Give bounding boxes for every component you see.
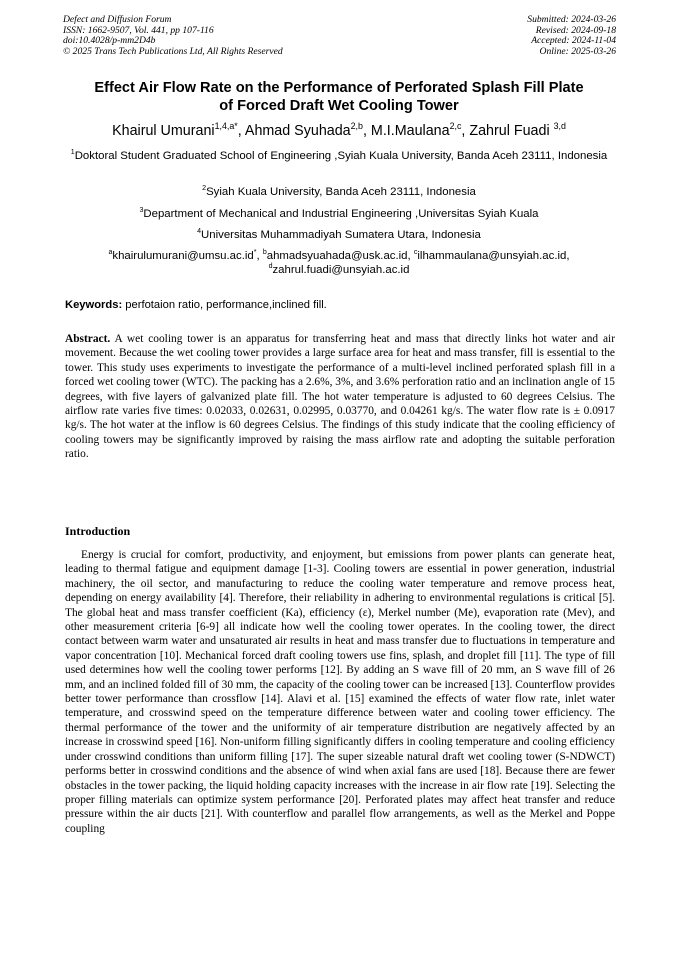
author-sup: 2,c: [449, 121, 462, 132]
affiliation-4: [50, 228, 628, 242]
submitted-date: Submitted: 2024-03-26: [527, 14, 616, 25]
email-link[interactable]: khairulumurani@umsu.ac.id: [112, 250, 254, 262]
affiliation-text: Department of Mechanical and Industrial Engineering ,Universitas Syiah Kuala: [143, 208, 539, 220]
affiliation-text: Universitas Muhammadiyah Sumatera Utara, Indonesia: [201, 229, 481, 241]
email-link[interactable]: zahrul.fuadi@unsyiah.ac.id: [272, 264, 410, 277]
author-emails: $^a$khairulumurani@umsu.ac.id*, $^b$ahmadsyuahada@usk.ac.id, $^c$ilhammaulana@unsyiah.ac.id, $^d$zahrul.fuadi@unsyiah.ac.id: [108, 249, 570, 277]
issn-volume: ISSN: 1662-9507, Vol. 441, pp 107-116: [63, 24, 214, 36]
keywords: [65, 298, 615, 312]
email-sup: a: [108, 249, 113, 257]
abstract: [65, 332, 615, 462]
journal-name: Defect and Diffusion Forum: [63, 14, 172, 25]
affiliation-sup: 2: [202, 185, 207, 193]
email-link[interactable]: ahmadsyuahada@usk.ac.id: [266, 250, 408, 262]
paper-title: [40, 80, 638, 115]
affiliation-sup: 3: [139, 207, 144, 215]
abstract-label: Abstract.: [65, 333, 111, 345]
author-separator: ,: [461, 123, 470, 139]
affiliation-3: [50, 207, 628, 221]
revised-date: Revised: 2024-09-18: [535, 24, 616, 36]
author-separator: ,: [362, 123, 371, 139]
dates-info: [527, 15, 616, 57]
accepted-date: Accepted: 2024-11-04: [531, 35, 616, 47]
section-heading-introduction: Introduction: [65, 524, 131, 538]
corresponding-mark: *: [253, 249, 257, 257]
author-sup: 3,d: [553, 121, 566, 132]
author-name: M.I.Maulana: [370, 123, 450, 139]
author-list: [30, 122, 648, 140]
keywords-text: perfotaion ratio, performance,inclined fill.: [122, 299, 327, 311]
title-line-1: Effect Air Flow Rate on the Performance of Perforated Splash Fill Plate: [94, 80, 584, 96]
author-name: Khairul Umurani: [112, 123, 215, 139]
online-date: Online: 2025-03-26: [539, 45, 616, 57]
affiliation-text: Syiah Kuala University, Banda Aceh 23111, Indonesia: [206, 186, 476, 198]
author-name: Ahmad Syuhada: [244, 123, 351, 139]
affiliation-sup: 1: [70, 149, 75, 157]
keywords-label: Keywords:: [65, 299, 123, 311]
email-sup: b: [262, 249, 267, 257]
doi: doi:10.4028/p-mm2D4b: [63, 35, 156, 47]
email-link[interactable]: ilhammaulana@unsyiah.ac.id,: [417, 250, 570, 262]
email-sup: c: [413, 249, 418, 257]
affiliation-sup: 4: [197, 228, 202, 236]
journal-info: [63, 15, 283, 57]
affiliation-2: [50, 185, 628, 199]
affiliation-text: Doktoral Student Graduated School of Engineering ,Syiah Kuala University, Banda Aceh 23111, Indonesia: [74, 150, 608, 162]
affiliation-1: [50, 149, 628, 163]
email-sup: d: [268, 263, 273, 271]
title-line-2: of Forced Draft Wet Cooling Tower: [219, 97, 459, 114]
introduction-paragraph: Energy is crucial for comfort, productivity, and enjoyment, but emissions from power plants can generate heat, leading to thermal fatigue and equipment damage [1-3]. Cooling towers are essential in power generation, industrial machinery, the oil sector, and manufacturing to reduce the cooling water temperature and remove process heat, depending on energy availability [4]. Therefore, their reliability in adhering to environmental regulations is critical [5]. The global heat and mass transfer coefficient (Ka), efficiency (ε), Merkel number (Me), evaporation rate (Mev), and other measurement criteria [6-9] all indicate how well the cooling tower operates. In the cooling tower, the direct contact between warm water and unsaturated air results in heat and mass transfer due to fluctuations in temperature and vapor concentration [10]. Mechanical forced draft cooling towers use fins, splash, and droplet fill [11]. The type of fill used determines how well the cooling tower performs [12]. By adding an S wave fill of 20 mm, an S wave fill of 26 mm, and an inclined folded fill of 30 mm, the capacity of the cooling tower can be increased [13]. Counterflow provides better tower performance than crossflow [14]. Alavi et al. [15] examined the effects of water flow rate, inlet water temperature, and crosswind speed on the temperature difference between water and cooling tower efficiency. The thermal performance of the tower and the uniformity of air temperature distribution are negatively affected by an increase in crosswind speed [16]. Non-uniform filling significantly differs in cooling temperature and cooling efficiency under crosswind conditions than uniform filling [17]. The super sizeable natural draft wet cooling tower (S-NDWCT) performs better in crosswind conditions and the absence of wind when axial fans are used [18]. Because there are fewer obstacles in the tower packing, the liquid holding capacity increases with the increase in air flow rate [19]. Selecting the proper filling materials can optimize system performance [20]. Perforated plates may affect heat transfer and reduce pressure within the air ducts [21]. With counterflow and parallel flow arrangements, as well as the Merkel and Poppe coupling: [65, 549, 615, 835]
author-separator: ,: [237, 123, 245, 139]
author-sup: 2,b: [350, 121, 363, 132]
abstract-text: A wet cooling tower is an apparatus for transferring heat and mass that directly links hot water and air movement. Because the wet cooling tower provides a large surface area for heat and mass transfer, fill is essential to the tower. This study uses experiments to investigate the performance of a multi-level inclined perforated splash fill in a forced wet cooling tower (WTC). The packing has a 2.6%, 3%, and 3.6% perforation ratio and an inclination angle of 15 degrees, with five layers of galvanized plate fill. The hot water temperature is adjusted to 60 degrees Celsius. The airflow rate varies five times: 0.02033, 0.02631, 0.02995, 0.03770, and 0.04261 kg/s. The water flow rate is ± 0.0917 kg/s. The hot water at the inflow is 60 degrees Celsius. The findings of this study indicate that the cooling efficiency of cooling towers may be significantly improved by raising the mass airflow rate and adopting the suitable perforation ratio.: [65, 333, 615, 461]
copyright: © 2025 Trans Tech Publications Ltd, All Rights Reserved: [63, 45, 283, 57]
author-name: Zahrul Fuadi: [469, 123, 554, 139]
author-sup: 1,4,a*: [214, 121, 238, 132]
